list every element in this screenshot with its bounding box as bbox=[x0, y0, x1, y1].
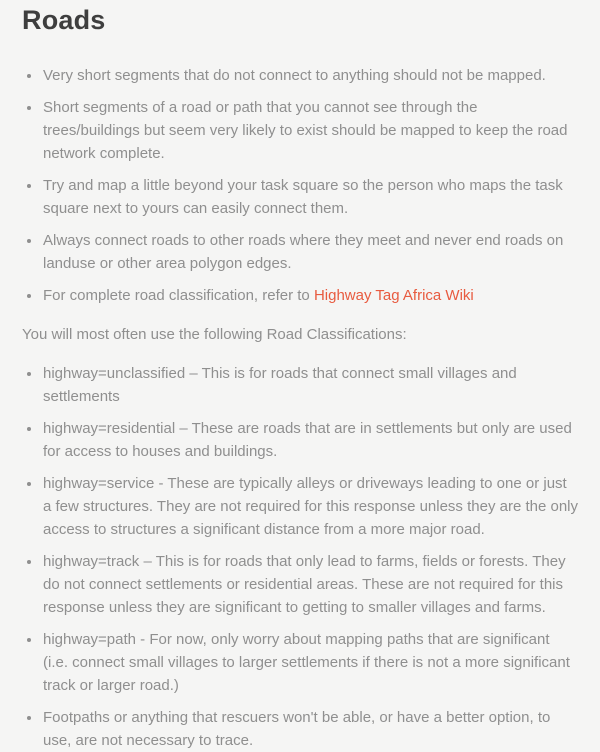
classification-item: • highway=track – This is for roads that only lead to farms, fields or forests. They do not connect settlements or residential areas. These are not required for this response unless they are significant to getting to smaller villages and farms. bbox=[42, 550, 578, 619]
highway-tag-africa-wiki-link[interactable]: Highway Tag Africa Wiki bbox=[313, 287, 474, 304]
guideline-item: • Try and map a little beyond your task square so the person who maps the task square next to yours can easily connect them. bbox=[42, 174, 578, 220]
classification-item: • highway=unclassified – This is for roads that connect small villages and settlements bbox=[42, 362, 578, 408]
guideline-item: • Always connect roads to other roads where they meet and never end roads on landuse or other area polygon edges. bbox=[42, 229, 578, 275]
guideline-item: • Short segments of a road or path that you cannot see through the trees/buildings but seem very likely to exist should be mapped to keep the road network complete. bbox=[42, 96, 578, 165]
page-title: Roads bbox=[22, 5, 106, 35]
classification-item: • highway=residential – These are roads that are in settlements but only are used for access to houses and buildings. bbox=[42, 417, 578, 463]
classification-item: • Footpaths or anything that rescuers won't be able, or have a better option, to use, are not necessary to trace. bbox=[42, 706, 578, 752]
guideline-link-prefix: For complete road classification, refer to bbox=[43, 287, 314, 304]
road-guidelines-list bbox=[22, 64, 578, 307]
road-classifications-list bbox=[22, 362, 578, 752]
guideline-item-with-link bbox=[42, 284, 578, 307]
classification-item: • highway=service - These are typically alleys or driveways leading to one or just a few structures. They are not required for this response unless they are the only access to structures a significant distance from a more major road. bbox=[42, 472, 578, 541]
classification-item: • highway=path - For now, only worry about mapping paths that are significant (i.e. connect small villages to larger settlements if there is not a more significant track or larger road.) bbox=[42, 628, 578, 697]
guideline-item: • Very short segments that do not connect to anything should not be mapped. bbox=[42, 64, 578, 87]
classifications-intro: You will most often use the following Road Classifications: bbox=[22, 326, 407, 343]
